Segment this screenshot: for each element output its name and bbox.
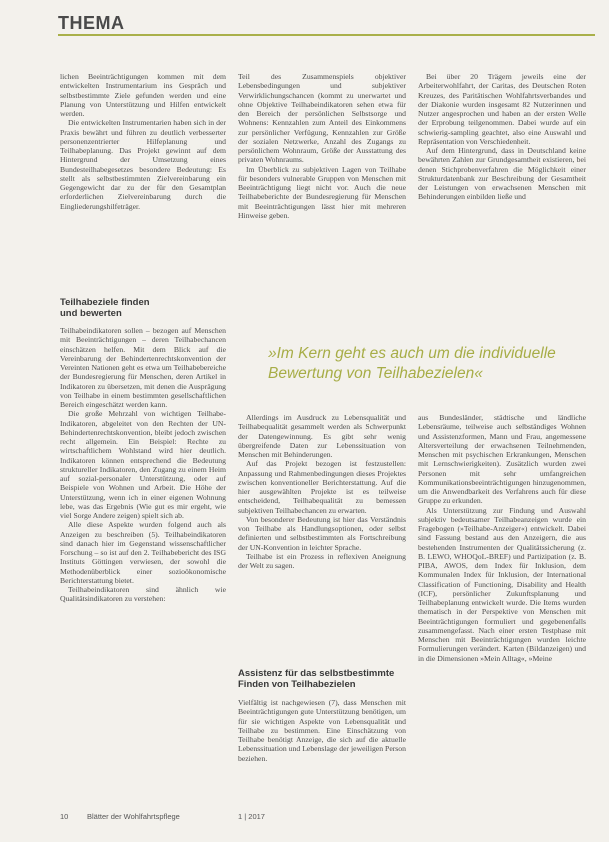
column-3-bottom <box>418 413 586 663</box>
section-heading-2 <box>238 668 406 690</box>
heading-line: Teilhabeziele finden <box>60 297 150 308</box>
column-1-bottom <box>60 326 226 604</box>
paragraph: Von besonderer Bedeutung ist hier das Verständnis von Teilhabe als Handlungsoptionen, oder selbst definierten und selbstbestimmten als Fortschreibung der UN-Konvention in leichter Sprache. <box>238 514 406 552</box>
column-2-middle <box>238 413 406 570</box>
page-footer <box>60 812 590 826</box>
paragraph: Auf das Projekt bezogen ist festzustellen: Anpassung und Rahmenbedingungen dieses Projektes zwischen konventioneller Berichterstattung. Auf die hier ausgewählten Projekte ist es teilweise entscheidend, Teilhabequalität zu bemessen subjektiven Teilhabechancen zu erwarten. <box>238 459 406 515</box>
column-1-top <box>60 72 226 211</box>
paragraph: Teilhabe ist ein Prozess in reflexiven Aneignung der Welt zu sagen. <box>238 551 406 570</box>
paragraph: aus Bundesländer, städtische und ländliche Lebensräume, teilweise auch selbständiges Wohnen und Assistenzformen, Mann und Frau, angemessene Altersverteilung der erwachsenen Teilnehmenden, Menschen mit psychischen Erkrankungen, Menschen mit Lernschwierigkeiten). Zusätzlich wurden zwei Personen mit sehr umfangreichen Kommunikationsbeeinträchtigungen hinzugenommen, um die Anwendbarkeit des Verfahrens auch für diese Gruppe zu erkunden. <box>418 413 586 506</box>
issue-number: 1 | 2017 <box>238 812 265 821</box>
paragraph: Die große Mehrzahl von wichtigen Teilhabe-Indikatoren, abgeleitet von den Rechten der UN-Behindertenrechtskonvention, bleibt jedoch zwischen recht allgemein. Ein Beispiel: Rechte zu wirtschaftlichem Wohlstand wird hier deutlich. Indikatoren können entsprechend die Bedeutung struktureller Indikatoren, den Zugang zu einem Heim auf sozial-personaler Unterstützung, oder auf Beispiele von Wohnen und Arbeit. Die Höhe der Unterstützung, wenn ich in einer eigenen Wohnung lebe, was das Ergebnis (Wie gut es mir ergeht, wie viel Sorge Andere zeigen) spielt sich ab. <box>60 409 226 520</box>
heading-line: Assistenz für das selbstbestimmte <box>238 668 395 679</box>
paragraph: Die entwickelten Instrumentarien haben sich in der Praxis bewährt und führen zu deutlich verbesserter personenzentrierter Hilfeplanung und Teilhabeplanung. Das Projekt gewinnt auf dem Hintergrund der Umsetzung eines Bundesteilhabegesetzes besondere Bedeutung: Es stellt als selbstbestimmten Zielvereinbarung ein Gegengewicht dar zu der für den Gesamtplan erforderlichen Zielvereinbarung durch die Eingliederungshilfeträger. <box>60 118 226 211</box>
paragraph: Allerdings im Ausdruck zu Lebensqualität und Teilhabequalität gesammelt werden als Schwerpunkt der Datengewinnung. Es gibt sehr wenig übergreifende Daten zur Lebenssituation von Menschen mit Behinderungen. <box>238 413 406 459</box>
header-rule <box>58 34 595 36</box>
magazine-title: Blätter der Wohlfahrtspflege <box>87 812 180 821</box>
paragraph: Auf dem Hintergrund, dass in Deutschland keine bewährten Zahlen zur Grundgesamtheit existieren, bei denen Stichprobenverfahren die Möglichkeit einer Strukturdatenbank zur Beschreibung der Gesamtheit der Leistungen von erwachsenen Menschen mit Behinderungen einbilden ließe und <box>418 146 586 202</box>
paragraph: Bei über 20 Trägern jeweils eine der Arbeiterwohlfahrt, der Caritas, des Deutschen Roten Kreuzes, des Paritätischen Wohlfahrtsverbandes und der Diakonie wurden insgesamt 82 Nutzerinnen und Nutzer angesprochen und haben an der ersten Welle der Erprobung teilgenommen. Dabei wurde auf ein schwierig-sampling geachtet, also eine Auswahl und Repräsentation von Verschiedenheit. <box>418 72 586 146</box>
page-number: 10 <box>60 812 69 821</box>
paragraph: Vielfältig ist nachgewiesen (7), dass Menschen mit Beeinträchtigungen gute Unterstützung benötigen, um für sie wichtigen Aspekte von Lebensqualität und Teilhabe zu bestimmen. Eine Einschätzung von Teilhabe benötigt Anzeige, die sich auf die aktuelle Lebenssituation und Lebenslage der jeweiligen Person beziehen. <box>238 698 406 763</box>
heading-line: Finden von Teilhabezielen <box>238 679 356 690</box>
column-2-top <box>238 72 406 220</box>
paragraph: Alle diese Aspekte wurden folgend auch als Anzeigen zu beschreiben (5). Teilhabeindikatoren sind danach hier im Gegenstand wissenschaftlicher Forschung – so ist auf den 2. Teilhabebericht des ISG Instituts Göttingen verwiesen, der sowohl die Methodenüberblick einer sozioökonomische Berichterstattung bietet. <box>60 520 226 585</box>
paragraph: Teilhabeindikatoren sind ähnlich wie Qualitätsindikatoren zu verstehen: <box>60 585 226 604</box>
section-header <box>58 12 125 34</box>
pull-quote: »Im Kern geht es auch um die individuelle Bewertung von Teilhabezielen« <box>268 345 556 382</box>
paragraph: Im Überblick zu subjektiven Lagen von Teilhabe für besonders vulnerable Gruppen von Menschen mit Beeinträchtigung liegt nicht vor. Auch die neue Teilhabeberichte der Bundesregierung für Menschen mit Beeinträchtigungen lässt hier mit mehreren Hinweise geben. <box>238 164 406 220</box>
paragraph: Als Unterstützung zur Findung und Auswahl subjektiv bedeutsamer Teilhabeanzeigen wurde ein Fragebogen (»Teilhabe-Anzeiger«) entwickelt. Dabei sind Fassung bestand aus den Anzeigern, die aus bestehenden Instrumenten der Qualitätssicherung (z. B. LEWO, WHOQoL-BREF) und Partizipation (z. B. PIBA, AWOS, dem Index für Inklusion, dem Kommunalen Index für Inklusion, der International Classification of Functioning, Disability and Health (ICF), persönlicher Zukunftsplanung und Teilhabeplanung entwickelt wurde. Die Items wurden thematisch in der Perspektive von Menschen mit Beeinträchtigungen formuliert und gegebenenfalls zusammengefasst. Nach einer ersten Testphase mit Menschen mit Beeinträchtigungen wurden leichte Formulierungen verändert. Karten (Bildanzeigen) und in die Dimensionen »Mein Alltag«, »Meine <box>418 505 586 663</box>
section-label: THEMA <box>58 12 125 33</box>
paragraph: Teilhabeindikatoren sollen – bezogen auf Menschen mit Beeinträchtigungen – deren Teilhabechancen einschätzen helfen. Mit dem Blick auf die Vereinbarung der Behindertenrechtskonvention der Vereinten Nationen geht es etwa um Teilhabebereiche der Bundesregierung für Menschen, deren Artikel in Indikatoren zu übersetzen, mit denen die Ausprägung von Teilhabe in einem bestimmten gesellschaftlichen Bereich eingeschätzt werden kann. <box>60 326 226 409</box>
section-heading-1 <box>60 297 226 319</box>
paragraph: lichen Beeinträchtigungen kommen mit dem entwickelten Instrumentarium ins Gespräch und selbstbestimmte Ziele gefunden werden und eine Planung von Unterstützung und Hilfen entwickelt werden. <box>60 72 226 118</box>
column-3-top <box>418 72 586 202</box>
heading-line: und bewerten <box>60 308 122 319</box>
paragraph: Teil des Zusammenspiels objektiver Lebensbedingungen und subjektiver Verwirklichungschancen (kommt zu unerwartet und ohne Objektive Teilhabeindikatoren sehen etwa für den Bereich der persönlichen Selbstsorge und Wohnens: Kennzahlen zum Anteil des Einkommens zur persönlicher Verfügung, Kennzahlen zur Größe der sozialen Netzwerke, Anzahl des Zugangs zu persönlichem Wohnraum, Größe der Ausstattung des privaten Wohnraums. <box>238 72 406 165</box>
column-2-bottom <box>238 698 406 763</box>
